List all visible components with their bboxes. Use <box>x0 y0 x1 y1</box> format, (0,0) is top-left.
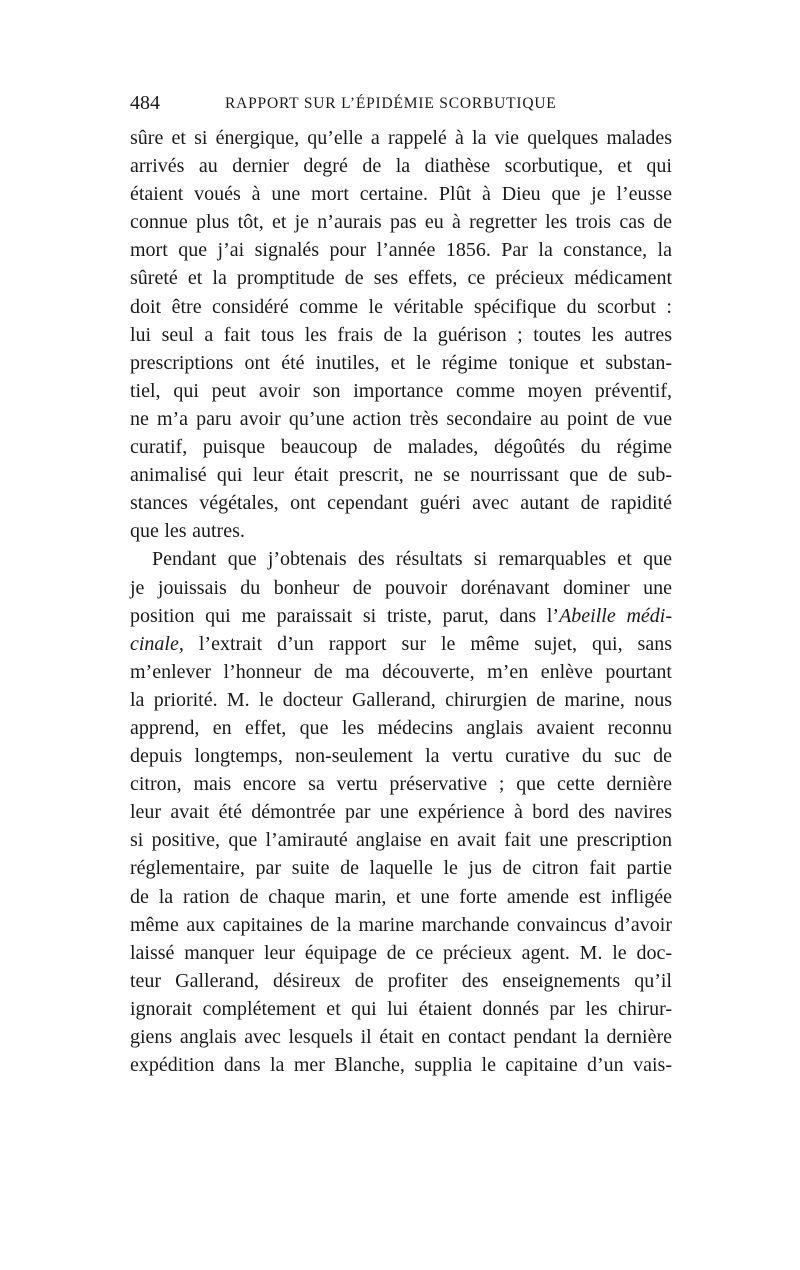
running-head-title: RAPPORT SUR L’ÉPIDÉMIE SCORBUTIQUE <box>225 95 557 112</box>
paragraph-2 <box>130 545 672 1079</box>
text-line <box>130 630 672 658</box>
text-line: si positive, que l’amirauté anglaise en avait fait une prescription <box>130 829 672 852</box>
text-line: ne m’a paru avoir qu’une action très secondaire au point de vue <box>130 407 672 430</box>
text-line: tiel, qui peut avoir son importance comme moyen préventif, <box>130 379 672 402</box>
text-line: lui seul a fait tous les frais de la guérison ; toutes les autres <box>130 323 672 346</box>
text-line: ignorait complétement et qui lui étaient donnés par les chirur- <box>130 997 672 1020</box>
text-line: sûreté et la promptitude de ses effets, ce précieux médicament <box>130 267 672 290</box>
text-line: arrivés au dernier degré de la diathèse scorbutique, et qui <box>130 155 672 178</box>
text-line: sûre et si énergique, qu’elle a rappelé à la vie quelques malades <box>130 127 672 149</box>
italic-title: cinale <box>130 632 179 655</box>
text-line: Pendant que j’obtenais des résultats si remarquables et que <box>152 548 672 571</box>
text-line: même aux capitaines de la marine marchande convaincus d’avoir <box>130 913 672 936</box>
text-line: connue plus tôt, et je n’aurais pas eu à regretter les trois cas de <box>130 211 672 234</box>
book-page <box>130 88 672 1079</box>
text-line: animalisé qui leur était prescrit, ne se nourrissant que de sub- <box>130 464 672 487</box>
text-line: curatif, puisque beaucoup de malades, dégoûtés du régime <box>130 436 672 459</box>
text-run: position qui me paraissait si triste, parut, dans l’ <box>130 604 560 627</box>
text-line: giens anglais avec lesquels il était en contact pendant la dernière <box>130 1026 672 1048</box>
italic-title: Abeille médi- <box>559 604 672 627</box>
text-line: m’enlever l’honneur de ma découverte, m’en enlève pourtant <box>130 660 672 683</box>
text-line: leur avait été démontrée par une expérience à bord des navires <box>130 801 672 824</box>
text-line <box>130 602 672 630</box>
text-line: la priorité. M. le docteur Gallerand, chirurgien de marine, nous <box>130 688 672 711</box>
text-line: mort que j’ai signalés pour l’année 1856. Par la constance, la <box>130 239 672 262</box>
running-head <box>130 88 672 124</box>
text-line: étaient voués à une mort certaine. Plût à Dieu que je l’eusse <box>130 183 672 206</box>
text-line: doit être considéré comme le véritable spécifique du scorbut : <box>130 295 672 318</box>
paragraph-1 <box>130 124 672 545</box>
text-line: apprend, en effet, que les médecins anglais avaient reconnu <box>130 716 672 739</box>
text-line: depuis longtemps, non-seulement la vertu curative du suc de <box>130 745 672 768</box>
text-line: que les autres. <box>130 520 245 543</box>
text-run: , l’extrait d’un rapport sur le même sujet, qui, sans <box>178 632 672 655</box>
text-line: teur Gallerand, désireux de profiter des enseignements qu’il <box>130 969 672 992</box>
text-line: réglementaire, par suite de laquelle le jus de citron fait partie <box>130 857 672 880</box>
text-line: prescriptions ont été inutiles, et le régime tonique et substan- <box>130 351 672 374</box>
text-line: de la ration de chaque marin, et une forte amende est infligée <box>130 885 672 908</box>
page-number: 484 <box>130 92 160 114</box>
text-line: expédition dans la mer Blanche, supplia le capitaine d’un vais- <box>130 1054 672 1077</box>
text-line: citron, mais encore sa vertu préservative ; que cette dernière <box>130 773 672 796</box>
text-line: laissé manquer leur équipage de ce précieux agent. M. le doc- <box>130 941 672 964</box>
text-line: stances végétales, ont cependant guéri avec autant de rapidité <box>130 492 672 515</box>
text-line: je jouissais du bonheur de pouvoir dorénavant dominer une <box>130 576 672 599</box>
